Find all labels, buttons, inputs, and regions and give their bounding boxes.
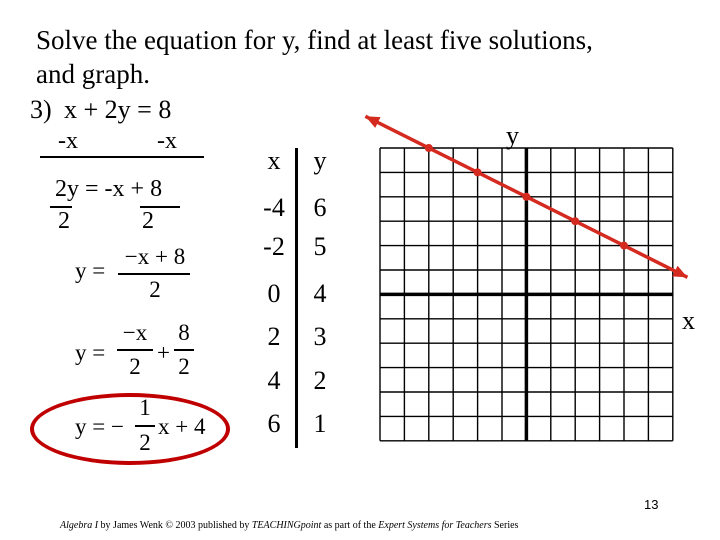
table-cell-x: 4 [267,366,281,395]
step-b-lhs: y = [75,340,106,365]
footer-by: by James Wenk © 2003 published by [98,520,252,531]
axes [380,148,673,441]
step2-equation: 2y = -x + 8 [55,176,163,202]
x-axis-label: x [682,306,695,335]
step-b-numerator-2: 8 [178,320,190,345]
step-c-lhs: y = − [75,414,124,439]
step-b-denominator-2: 2 [178,354,190,379]
step-b-numerator-1: −x [122,320,148,345]
problem-equation: x + 2y = 8 [64,95,172,124]
table-cell-x: 6 [267,409,281,438]
step-a-lhs: y = [75,258,106,283]
problem-label: 3) [30,95,52,124]
divisor-left: 2 [58,208,70,234]
subtract-left: -x [58,128,78,154]
footer-as-part: as part of the [321,520,379,531]
table-header-x: x [267,146,281,175]
subtract-right: -x [157,128,177,154]
table-cell-y: 4 [313,279,327,308]
graph-point [474,168,482,176]
graph-point [571,217,579,225]
graph-point [620,242,628,250]
table-cell-y: 6 [313,193,327,222]
step-b-plus: + [157,340,170,365]
step-b-denominator-1: 2 [129,354,141,379]
footer-credit [60,520,518,531]
footer-series: Expert Systems for Teachers [378,520,492,531]
step-a-denominator: 2 [149,277,161,302]
graph-point [425,144,433,152]
footer-series-suffix: Series [491,520,519,531]
title-line-2: and graph. [36,59,150,89]
step-c-numerator: 1 [139,395,151,420]
step-c-denominator: 2 [139,430,151,455]
table-cell-x: -4 [263,193,285,222]
footer-publisher: TEACHINGpoint [251,520,322,531]
footer-book-title: Algebra I [60,520,99,531]
title-line-1: Solve the equation for y, find at least five solutions, [36,25,593,55]
step-c-rest: x + 4 [158,414,206,439]
divisor-right: 2 [142,208,154,234]
y-axis-label: y [506,121,519,150]
table-cell-y: 3 [313,322,327,351]
table-cell-x: 0 [267,279,281,308]
table-cell-y: 5 [313,232,327,261]
page-number: 13 [644,497,659,512]
table-header-y: y [313,146,327,175]
step-a-numerator: −x + 8 [124,244,186,269]
table-cell-x: 2 [267,322,281,351]
graph-point [522,193,530,201]
table-cell-x: -2 [263,232,285,261]
table-cell-y: 1 [313,409,327,438]
table-cell-y: 2 [313,366,327,395]
